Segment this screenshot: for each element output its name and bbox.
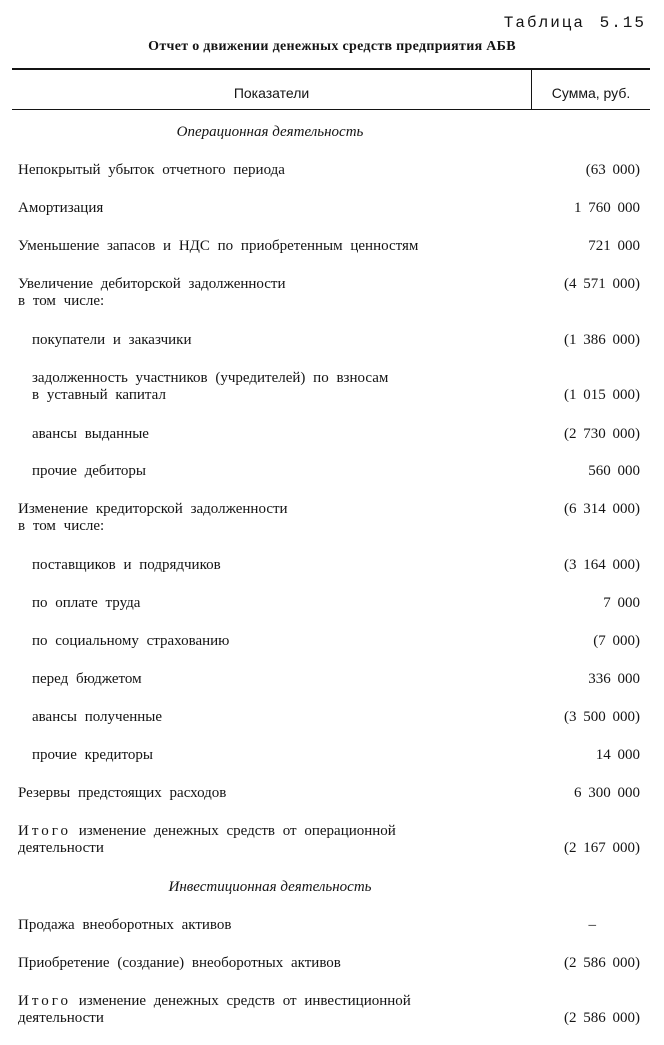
- row-value: 560 000: [588, 463, 640, 479]
- row-value: (6 314 000): [564, 501, 640, 517]
- row-label: [18, 993, 518, 1027]
- top-rule: [12, 68, 650, 70]
- row-value: (1 386 000): [564, 332, 640, 348]
- total-label-rest: изменение денежных средств от инвестиционной деятельности: [18, 993, 411, 1026]
- table-row: [18, 200, 640, 217]
- table-row: [18, 238, 640, 255]
- row-value: 7 000: [603, 595, 640, 611]
- row-value: (4 571 000): [564, 276, 640, 292]
- row-label: авансы выданные: [32, 426, 149, 442]
- row-label: Изменение кредиторской задолженности в том числе:: [18, 501, 288, 534]
- row-value: (2 730 000): [564, 426, 640, 442]
- table-row: [32, 463, 640, 480]
- row-label: Амортизация: [18, 200, 104, 216]
- table-row: [18, 785, 640, 802]
- row-label: по оплате труда: [32, 595, 141, 611]
- row-label: Непокрытый убыток отчетного периода: [18, 162, 285, 178]
- table-row: [32, 595, 640, 612]
- row-label: авансы полученные: [32, 709, 163, 725]
- table-title: Отчет о движении денежных средств предприятия АБВ: [148, 39, 516, 54]
- total-prefix: Итого: [18, 823, 71, 839]
- row-value: 336 000: [588, 671, 640, 687]
- row-label: по социальному страхованию: [32, 633, 230, 649]
- row-value: 1 760 000: [574, 200, 640, 216]
- table-row: [18, 501, 640, 535]
- header-indicators: Показатели: [233, 85, 310, 101]
- row-label: Приобретение (создание) внеоборотных активов: [18, 955, 341, 971]
- row-value: 721 000: [588, 238, 640, 254]
- row-label: Продажа внеоборотных активов: [18, 917, 232, 933]
- row-label: поставщиков и подрядчиков: [32, 557, 221, 573]
- table-row: [32, 332, 640, 349]
- table-row: [32, 671, 640, 688]
- table-row: [18, 276, 640, 310]
- row-value: (2 167 000): [564, 840, 640, 856]
- row-value: 6 300 000: [574, 785, 640, 801]
- row-label: Увеличение дебиторской задолженности в том числе:: [18, 276, 286, 309]
- table-row: [32, 747, 640, 764]
- table-row: [32, 426, 640, 443]
- row-label: покупатели и заказчики: [32, 332, 192, 348]
- row-value: (1 015 000): [564, 387, 640, 403]
- table-row-total: [18, 823, 640, 857]
- table-row: [18, 162, 640, 179]
- row-label: [18, 823, 518, 857]
- header-amount: Сумма, руб.: [551, 85, 631, 101]
- table-row: [18, 955, 640, 972]
- table-row-total: [18, 993, 640, 1027]
- row-value: (2 586 000): [564, 1010, 640, 1026]
- row-value: –: [588, 917, 596, 933]
- table-row: [32, 633, 640, 650]
- header-rule: [12, 109, 650, 110]
- row-label: перед бюджетом: [32, 671, 142, 687]
- table-row: [32, 370, 640, 404]
- table-row: [32, 557, 640, 574]
- row-label: прочие дебиторы: [32, 463, 147, 479]
- row-value: (2 586 000): [564, 955, 640, 971]
- total-label-rest: изменение денежных средств от операционной деятельности: [18, 823, 396, 856]
- row-value: (3 500 000): [564, 709, 640, 725]
- section-investing: Инвестиционная деятельность: [168, 879, 372, 895]
- row-label: задолженность участников (учредителей) по взносам в уставный капитал: [32, 370, 389, 403]
- table-row: [18, 917, 640, 934]
- total-prefix: Итого: [18, 993, 71, 1009]
- row-value: 14 000: [595, 747, 640, 763]
- table-row: [32, 709, 640, 726]
- section-operating: Операционная деятельность: [176, 124, 364, 140]
- row-label: прочие кредиторы: [32, 747, 153, 763]
- row-label: Уменьшение запасов и НДС по приобретенным ценностям: [18, 238, 419, 254]
- row-value: (63 000): [585, 162, 640, 178]
- row-label: Резервы предстоящих расходов: [18, 785, 227, 801]
- table-number: Таблица 5.15: [503, 14, 646, 32]
- row-value: (7 000): [593, 633, 640, 649]
- row-value: (3 164 000): [564, 557, 640, 573]
